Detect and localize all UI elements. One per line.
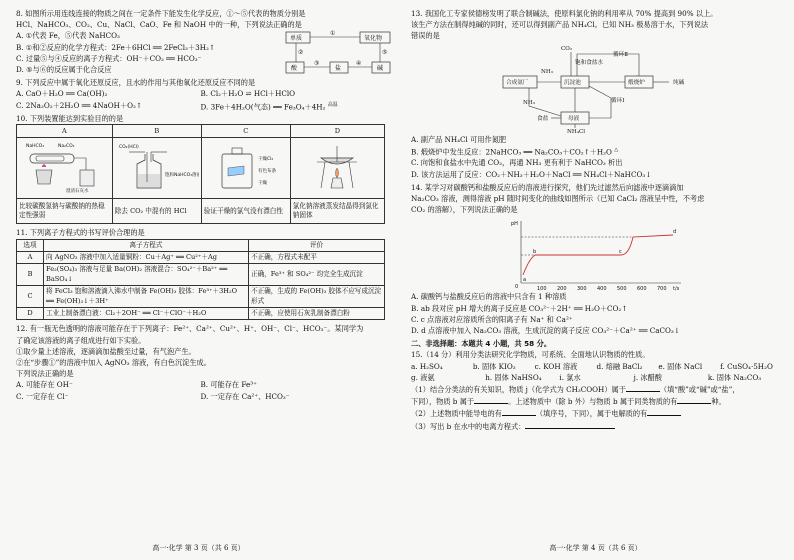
q8-label-5: ⑤	[382, 49, 388, 56]
q11-row-b-equation: Fe₂(SO₄)₃ 溶液与足量 Ba(OH)₂ 溶液混合：SO₄²⁻＋Ba²⁺ ══ BaSO₄↓	[44, 264, 249, 286]
q13-process-flow-diagram	[411, 42, 781, 134]
q14-ph-curve-figure	[411, 215, 781, 291]
q8-label-1: ①	[330, 30, 336, 37]
q11-header-option: 选项	[17, 239, 44, 251]
q11-row-d-evaluation: 不正确，应使用石灰乳制备漂白粉	[249, 308, 385, 320]
q15-answer-blank-3[interactable]	[677, 395, 711, 404]
q15-part-2	[411, 407, 782, 419]
q15-substance-g: g. 液氨	[411, 372, 435, 382]
q13-b-condition: △	[614, 146, 619, 153]
q13-node-ammonia-plant: 合成氨厂	[506, 79, 529, 86]
q13-option-d[interactable]: D. 该方法运用了反应：CO₂＋NH₃＋H₂O＋NaCl ══ NH₄Cl＋NaHCO₃↓	[411, 169, 652, 179]
q15-substance-i: i. 氯水	[559, 372, 581, 382]
q11-header-equation: 离子方程式	[44, 239, 249, 251]
q15-substances-row-1	[411, 361, 782, 372]
q10-col-d: D	[290, 125, 384, 138]
q11-row-c-equation: 将 FeCl₃ 饱和溶液滴入沸水中制备 Fe(OH)₃ 胶体：Fe³⁺＋3H₂O ══ Fe(OH)₃↓＋3H⁺	[44, 286, 249, 308]
q10-apparatus-b	[112, 138, 201, 199]
q10-a-label-2: Na₂CO₃	[58, 143, 75, 149]
q10-col-a: A	[17, 125, 113, 138]
svg-text:100: 100	[537, 286, 547, 292]
q9-option-d-text: D. 3Fe＋4H₂O(气态) ══ Fe₃O₄＋4H₂	[200, 102, 326, 112]
q12-step-1: ①取少量上述溶液，逐滴滴加盐酸至过量，有气泡产生。	[16, 346, 196, 356]
svg-text:a: a	[523, 277, 527, 284]
q15-answer-blank-5[interactable]	[647, 407, 681, 416]
q13-label-cycle-2: 循环Ⅱ	[613, 51, 628, 58]
q13-option-c[interactable]: C. 向饱和食盐水中先通 CO₂，再通 NH₃ 更有利于 NaHCO₃ 析出	[411, 158, 623, 168]
svg-text:b: b	[533, 249, 537, 256]
q11-row-b-option: B	[17, 264, 44, 286]
question-13	[411, 8, 782, 180]
q9-d-condition: 高温	[327, 101, 338, 108]
q13-label-nh4cl: NH₄Cl	[567, 128, 586, 134]
svg-text:200: 200	[557, 286, 567, 292]
q13-label-brine: 饱和食盐水	[575, 59, 603, 66]
q11-table	[16, 239, 385, 321]
q13-node-calciner: 煅烧炉	[628, 79, 645, 86]
q15-part-1-line2	[411, 395, 782, 407]
q15-answer-blank-1[interactable]	[626, 383, 660, 392]
q14-option-b[interactable]: B. ab 段对应 pH 增大的离子反应是 CO₃²⁻＋2H⁺ ══ H₂O＋CO₂↑	[411, 303, 628, 313]
q13-node-mother-liquor: 母液	[568, 115, 580, 122]
q10-caption-c: 验证干燥的氯气没有漂白性	[201, 199, 290, 224]
q15-substance-b: b. 固体 KIO₃	[472, 361, 516, 371]
q14-option-c[interactable]: C. c 点溶液对应溶质所含的阳离子有 Na⁺ 和 Ca²⁺	[411, 314, 573, 324]
svg-text:500: 500	[617, 286, 627, 292]
q8-option-a[interactable]: A. ①代表 Fe，⑤代表 NaHCO₃	[16, 31, 120, 41]
q15-answer-blank-2[interactable]	[474, 395, 508, 404]
q15-stem: 15.（14 分）利用分类法研究化学物质，可系统、全面地认识物质的性质。	[411, 350, 650, 360]
q9-option-d[interactable]	[201, 100, 386, 113]
section-2-heading: 二、非选择题：本题共 4 小题，共 58 分。	[411, 339, 552, 349]
q10-c-label-1: 干燥Cl₂	[257, 156, 273, 162]
q12-stem-line2: 了确定该溶液的离子组成进行如下实验。	[16, 335, 146, 345]
q10-a-label-3: 澄清石灰水	[66, 188, 89, 194]
q15-substance-j: j. 冰醋酸	[633, 372, 662, 382]
table-row[interactable]	[17, 252, 385, 264]
q13-label-nh3-top: NH₃	[541, 68, 554, 75]
q11-row-a-evaluation: 不正确，方程式未配平	[249, 252, 385, 264]
q13-stem-line1: 13. 我国化工专家侯德榜发明了联合制碱法，使原料氯化钠的利用率从 70% 提高到 90% 以上。	[411, 9, 718, 18]
q10-col-c: C	[201, 125, 290, 138]
q13-stem-line2: 该生产方法在制得纯碱的同时，还可以得到副产品 NH₄Cl。已知 NH₃ 极易溶于水，下列说法	[411, 20, 709, 30]
svg-text:300: 300	[577, 286, 587, 292]
q8-label-4: ④	[356, 60, 362, 67]
q11-row-a-equation: 向 AgNO₃ 溶液中加入适量铜粉：Cu＋Ag⁺ ══ Cu²⁺＋Ag	[44, 252, 249, 264]
q10-apparatus-d	[290, 138, 384, 199]
q8-node-oxide: 氧化物	[364, 35, 383, 42]
q10-b-label-1: CO₂(HCl)	[118, 144, 139, 150]
q13-label-salt: 食盐	[537, 115, 549, 122]
q15-substances-row-2	[411, 372, 782, 383]
q8-node-salt: 盐	[335, 65, 342, 72]
q14-stem-line2: Na₂CO₃ 溶液，测得溶液 pH 随时间变化的曲线如图所示（已知 CaCl₂ 溶液呈中性，不考虑	[411, 194, 705, 204]
q10-stem: 10. 下列装置能达到实验目的的是	[16, 114, 124, 124]
q10-caption-d: 氯化钠溶液蒸发结晶得到氯化钠固体	[290, 199, 384, 224]
question-12	[16, 323, 385, 401]
table-row[interactable]	[17, 308, 385, 320]
q14-option-d[interactable]: D. d 点溶液中加入 Na₂CO₃ 溶液，生成沉淀的离子反应 CO₃²⁻＋Ca²⁺ ══ CaCO₃↓	[411, 326, 680, 336]
q15-p2-text-a: （2）上述物质中能导电的有	[411, 409, 502, 419]
q12-option-c[interactable]: C. 一定存在 Cl⁻	[16, 391, 69, 401]
q15-substance-k: k. 固体 Na₂CO₃	[707, 372, 762, 382]
svg-text:0: 0	[515, 284, 519, 291]
q11-stem: 11. 下列离子方程式的书写评价合理的是	[16, 228, 145, 238]
q10-caption-a: 比较碳酸氢钠与碳酸钠的热稳定性强弱	[17, 199, 113, 224]
q12-option-d[interactable]: D. 一定存在 Ca²⁺、HCO₃⁻	[200, 391, 290, 401]
q8-node-acid: 酸	[291, 65, 298, 72]
right-page	[397, 0, 794, 560]
q10-b-label-2: 饱和NaHCO₃溶液	[164, 172, 199, 178]
q15-part-3	[411, 420, 782, 432]
q9-option-a[interactable]: A. CaO＋H₂O ══ Ca(OH)₂	[16, 89, 108, 99]
q8-reaction-diagram	[284, 30, 394, 76]
left-page-footer: 高一·化学 第 3 页（共 6 页）	[152, 543, 245, 552]
q15-p2-text-b: （填序号，下同），属于电解质的有	[535, 409, 648, 419]
table-row[interactable]	[17, 264, 385, 286]
q10-c-label-3: 干燥	[257, 180, 267, 186]
q10-c-label-2: 有色布条	[257, 168, 276, 174]
svg-text:pH: pH	[511, 221, 518, 228]
q12-step-2: ②在“步骤①”的溶液中加入 AgNO₃ 溶液，有白色沉淀生成。	[16, 358, 211, 368]
q8-node-single: 单质	[290, 35, 303, 42]
gas-washing-bottle-icon	[115, 140, 199, 194]
q12-ask: 下列说法正确的是	[16, 369, 74, 379]
q13-label-cycle-1: 循环Ⅰ	[611, 97, 625, 104]
q11-row-d-option: D	[17, 308, 44, 320]
q15-p1-text-a: （1）结合分类法的有关知识，物质 j（化学式为 CH₃COOH）属于	[411, 385, 626, 395]
svg-text:700: 700	[657, 286, 667, 292]
q15-p3-text: （3）写出 b 在水中的电离方程式：	[411, 421, 526, 431]
q15-substance-d: d. 熔融 BaCl₂	[596, 361, 643, 371]
q11-row-a-option: A	[17, 252, 44, 264]
q15-answer-blank-6[interactable]	[525, 420, 615, 429]
question-15	[411, 349, 782, 431]
svg-text:t/s: t/s	[673, 286, 680, 292]
q10-apparatus-c	[201, 138, 290, 199]
q11-row-b-evaluation: 正确，Fe³⁺ 和 SO₄²⁻ 均完全生成沉淀	[249, 264, 385, 286]
right-page-footer: 高一·化学 第 4 页（共 6 页）	[549, 543, 642, 552]
q15-substance-a: a. H₂SO₄	[411, 361, 443, 371]
q12-option-b[interactable]: B. 可能存在 Fe³⁺	[200, 380, 257, 390]
q8-option-b[interactable]: B. ①和②反应的化学方程式：2Fe＋6HCl ══ 2FeCl₃＋3H₂↑	[16, 42, 215, 52]
q12-option-a[interactable]: A. 可能存在 OH⁻	[16, 380, 73, 390]
q13-option-b-text: B. 煅烧炉中发生反应：2NaHCO₃ ══ Na₂CO₃＋CO₂↑＋H₂O	[411, 147, 612, 157]
q15-substance-e: e. 固体 NaCl	[658, 361, 703, 371]
q9-stem: 9. 下列反应中属于氧化还原反应，且水的作用与其他氧化还原反应不同的是	[16, 78, 256, 88]
q13-option-a[interactable]: A. 副产品 NH₄Cl 可用作氮肥	[411, 134, 507, 144]
q9-option-c[interactable]: C. 2Na₂O₂＋2H₂O ══ 4NaOH＋O₂↑	[16, 100, 142, 110]
svg-text:600: 600	[637, 286, 647, 292]
q13-node-soda: 纯碱	[673, 79, 685, 86]
q8-option-d[interactable]: D. ⑤与⑥的反应属于化合反应	[16, 65, 112, 75]
q10-apparatus-a	[17, 138, 113, 199]
q11-row-c-evaluation: 不正确，生成的 Fe(OH)₃ 胶体不应写成沉淀形式	[249, 286, 385, 308]
question-10	[16, 113, 385, 224]
table-row[interactable]	[17, 286, 385, 308]
q14-option-a[interactable]: A. 碳酸钙与盐酸反应后的溶液中只含有 1 种溶质	[411, 292, 567, 302]
gas-jar-icon	[204, 140, 288, 194]
q10-apparatus-table	[16, 124, 385, 224]
question-8	[16, 8, 388, 75]
q14-stem-line1: 14. 某学习对碳酸钙和盐酸反应后的溶液进行探究，他们先过滤然后向滤液中逐滴滴加	[411, 182, 684, 192]
q14-stem-line3: CO₂ 的溶解），下列说法正确的是	[411, 205, 518, 215]
heating-tubes-icon	[22, 140, 106, 194]
q10-col-b: B	[112, 125, 201, 138]
q15-substance-f: f. CuSO₄·5H₂O	[720, 361, 773, 371]
q13-stem-line3: 错误的是	[411, 31, 440, 41]
svg-text:c: c	[619, 249, 622, 256]
q15-part-1-line1	[411, 383, 782, 395]
question-9	[16, 77, 385, 112]
q8-label-3: ③	[314, 60, 320, 67]
evaporating-dish-icon	[295, 140, 379, 194]
svg-text:d: d	[673, 229, 677, 236]
q15-p1-text-d: 。上述物质中（除 b 外）与物质 b 属于同类物质的有	[508, 397, 678, 407]
q13-label-nh3-bottom: NH₃	[523, 99, 536, 106]
q13-label-co2: CO₂	[561, 45, 573, 52]
question-14	[411, 182, 782, 336]
q13-option-b[interactable]	[411, 145, 782, 158]
q15-p1-text-b: （填“酸”或“碱”或“盐”，	[659, 385, 740, 395]
q15-answer-blank-4[interactable]	[502, 407, 536, 416]
q8-stem-line2: HCl、NaHCO₃、CO₂、Cu、NaCl、CaO、Fe 和 NaOH 中的一种，下列说法正确的是	[16, 20, 302, 30]
q12-stem-line1: 12. 有一瓶无色透明的溶液可能存在于下列离子：Fe²⁺、Ca²⁺、Cu²⁺、H⁺、OH⁻、Cl⁻、HCO₃⁻。某同学为	[16, 324, 364, 334]
q8-option-c[interactable]: C. 过量⑤与④反应的离子方程式：OH⁻＋CO₂ ══ HCO₃⁻	[16, 53, 202, 63]
question-11	[16, 227, 385, 320]
q10-a-label-1: NaHCO₃	[26, 143, 45, 149]
q11-header-evaluation: 评价	[249, 239, 385, 251]
q8-node-base: 碱	[377, 65, 384, 72]
q15-substance-h: h. 固体 NaHSO₄	[485, 372, 542, 382]
q13-node-settling-tank: 沉淀池	[564, 79, 581, 86]
q15-p1-text-c: 下同），物质 b 属于	[411, 397, 475, 407]
q15-p1-text-e: 种。	[711, 397, 726, 407]
q11-row-c-option: C	[17, 286, 44, 308]
q8-stem-line1: 8. 如图所示用连线连接的物质之间在一定条件下能发生化学反应，①～⑤代表的物质分别是	[16, 9, 306, 18]
svg-text:400: 400	[597, 286, 607, 292]
q11-row-d-equation: 工业上制备漂白液：Cl₂＋2OH⁻ ══ Cl⁻＋ClO⁻＋H₂O	[44, 308, 249, 320]
q8-label-2: ②	[298, 49, 304, 56]
q15-substance-c: c. KOH 溶液	[534, 361, 578, 371]
q10-caption-b: 除去 CO₂ 中混有的 HCl	[112, 199, 201, 224]
q9-option-b[interactable]: B. Cl₂＋H₂O ⇌ HCl＋HClO	[200, 89, 296, 99]
